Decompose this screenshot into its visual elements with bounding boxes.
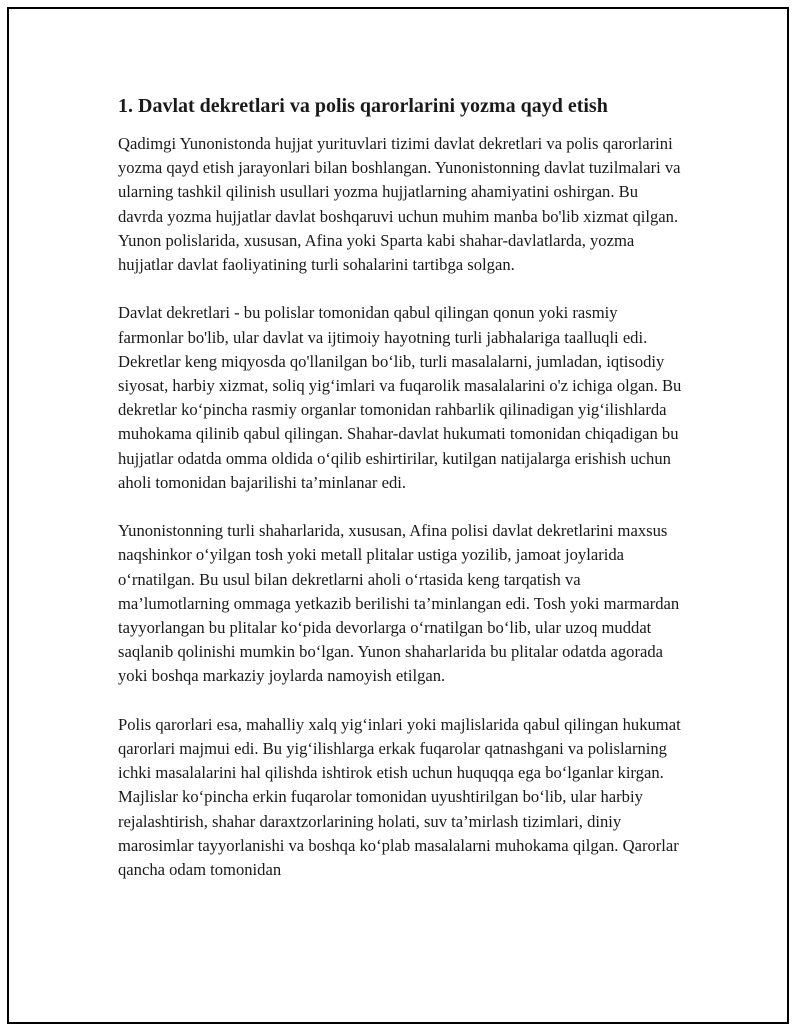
paragraph-1: Qadimgi Yunonistonda hujjat yurituvlari tizimi davlat dekretlari va polis qarorlarini yozma qayd etish jarayonlari bilan boshlangan. Yunonistonning davlat tuzilmalari va ularning tashkil qilinish usullari yozma hujjatlarning ahamiyatini oshirgan. Bu davrda yozma hujjatlar davlat boshqaruvi uchun muhim manba bo'lib xizmat qilgan. Yunon polislarida, xususan, Afina yoki Sparta kabi shahar-davlatlarda, yozma hujjatlar davlat faoliyatining turli sohalarini tartibga solgan. [118,134,681,275]
paragraph-2: Davlat dekretlari - bu polislar tomonidan qabul qilingan qonun yoki rasmiy farmonlar bo'lib, ular davlat va ijtimoiy hayotning turli jabhalariga taalluqli edi. Dekretlar keng miqyosda qo'llanilgan bo‘lib, turli masalalarni, jumladan, iqtisodiy siyosat, harbiy xizmat, soliq yig‘imlari va fuqarolik masalalarini o'z ichiga olgan. Bu dekretlar ko‘pincha rasmiy organlar tomonidan rahbarlik qilinadigan yig‘ilishlarda muhokama qilinib qabul qilingan. Shahar-davlat hukumati tomonidan chiqadigan bu hujjatlar odatda omma oldida o‘qilib eshirtirilar, kutilgan natijalarga erishish uchun aholi tomonidan bajarilishi ta’minlanar edi. [118,303,682,492]
document-body [118,92,684,906]
paragraph-3: Yunonistonning turli shaharlarida, xususan, Afina polisi davlat dekretlarini maxsus naqshinkor o‘yilgan tosh yoki metall plitalar ustiga yozilib, jamoat joylarida o‘rnatilgan. Bu usul bilan dekretlarni aholi o‘rtasida keng tarqatish va ma’lumotlarning ommaga yetkazib berilishi ta’minlangan edi. Tosh yoki marmardan tayyorlangan bu plitalar ko‘pida devorlarga o‘rnatilgan bo‘lib, ular uzoq muddat saqlanib qolinishi mumkin bo‘lgan. Yunon shaharlarida bu plitalar odatda agorada yoki boshqa markaziy joylarda namoyish etilgan. [118,521,680,686]
section-heading: 1. Davlat dekretlari va polis qarorlarini yozma qayd etish [118,95,608,117]
paragraph-4: Polis qarorlari esa, mahalliy xalq yig‘inlari yoki majlislarida qabul qilingan hukumat qarorlari majmui edi. Bu yig‘ilishlarga erkak fuqarolar qatnashgani va polislarning ichki masalalarini hal qilishda ishtirok etish uchun huquqqa ega bo‘lganlar kirgan. Majlislar ko‘pincha erkin fuqarolar tomonidan uyushtirilgan bo‘lib, ular harbiy rejalashtirish, shahar daraxtzorlarining holati, suv ta’mirlash tizimlari, diniy marosimlar tayyorlanishi va boshqa ko‘plab masalalarni muhokama qilgan. Qarorlar qancha odam tomonidan [118,714,681,880]
